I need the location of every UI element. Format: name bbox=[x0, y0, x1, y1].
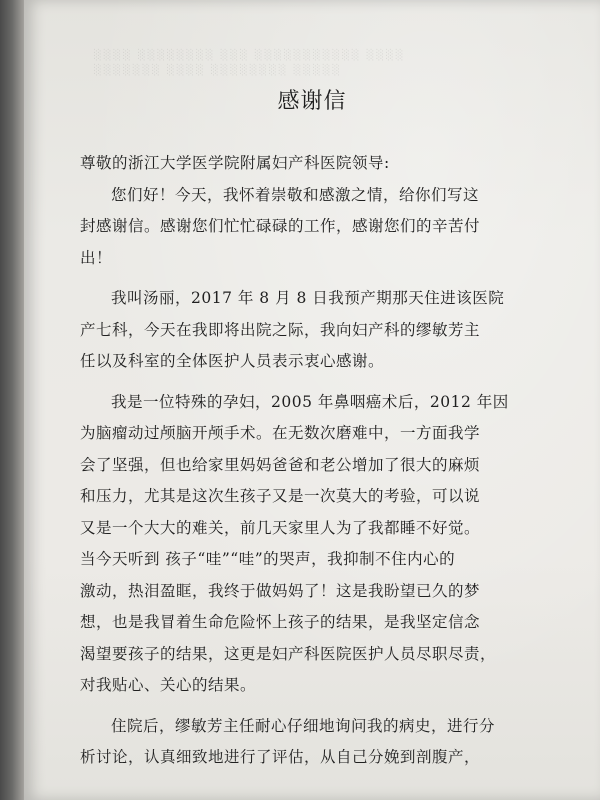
letter-body bbox=[80, 148, 580, 774]
paragraph-line: 任以及科室的全体医护人员表示衷心感谢。 bbox=[80, 352, 385, 370]
show-through-text: ░░░░ ░░░░░░░░ ░░░ ░░░░░░░░░░░ ░░░░ ░░░░░░░ ░░░░ ░░░░░░░░ ░░░░░ bbox=[94, 50, 406, 76]
paragraph-line: 住院后，缪敏芳主任耐心仔细地询问我的病史，进行分 bbox=[111, 716, 496, 735]
letter-salutation: 尊敬的浙江大学医学院附属妇产科医院领导: bbox=[80, 154, 390, 172]
paragraph-line: 析讨论，认真细致地进行了评估，从自己分娩到剖腹产， bbox=[80, 748, 481, 766]
paragraph-line: 产七科，今天在我即将出院之际，我向妇产科的缪敏芳主 bbox=[80, 320, 481, 339]
paragraph-line: 您们好！今天，我怀着崇敬和感激之情，给你们写这 bbox=[111, 185, 480, 204]
paragraph-line: 当今天听到 孩子“哇”“哇”的哭声，我抑制不住内心的 bbox=[80, 550, 456, 568]
paragraph-line: 为脑瘤动过颅脑开颅手术。在无数次磨难中，一方面我学 bbox=[80, 424, 481, 442]
paragraph-line: 激动，热泪盈眶，我终于做妈妈了！这是我盼望已久的梦 bbox=[80, 581, 481, 600]
paragraph-line: 出！ bbox=[80, 248, 113, 267]
paragraph-line: 又是一个大大的难关，前几天家里人为了我都睡不好觉。 bbox=[80, 518, 481, 537]
paragraph-line: 会了坚强，但也给家里妈妈爸爸和老公增加了很大的麻烦 bbox=[80, 455, 481, 474]
paragraph-line: 和压力，尤其是这次生孩子又是一次莫大的考验，可以说 bbox=[80, 487, 481, 505]
paragraph-greeting bbox=[80, 180, 580, 275]
paragraph-line: 我是一位特殊的孕妇，2005 年鼻咽癌术后，2012 年因 bbox=[111, 392, 509, 411]
paragraph-line: 对我贴心、关心的结果。 bbox=[80, 676, 257, 694]
paragraph-story bbox=[80, 387, 580, 702]
paragraph-line: 封感谢信。感谢您们忙忙碌碌的工作，感谢您们的辛苦付 bbox=[80, 217, 481, 235]
paragraph-hospital-stay bbox=[80, 711, 580, 774]
paragraph-line: 想，也是我冒着生命危险怀上孩子的结果，是我坚定信念 bbox=[80, 613, 481, 631]
letter-title: 感谢信 bbox=[277, 89, 347, 114]
paragraph-line: 渴望要孩子的结果，这更是妇产科医院医护人员尽职尽责， bbox=[80, 644, 497, 663]
paragraph-introduction bbox=[80, 283, 580, 378]
letter-paper bbox=[24, 0, 600, 800]
paragraph-line: 我叫汤丽，2017 年 8 月 8 日我预产期那天住进该医院 bbox=[111, 289, 505, 307]
